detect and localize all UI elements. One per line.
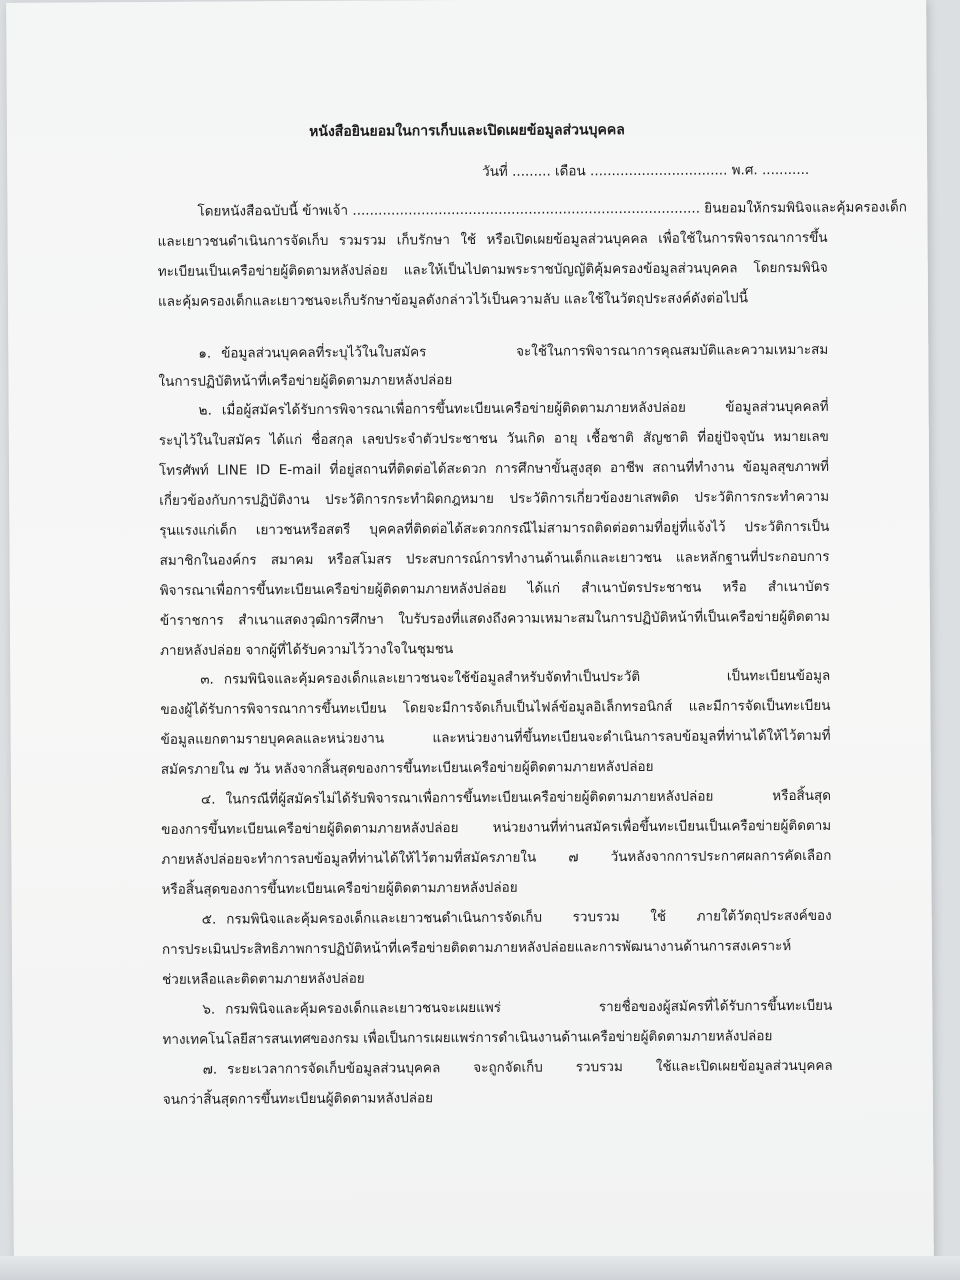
intro-line: โดยหนังสือฉบับนี้ ข้าพเจ้า ................................................................................. ยินยอมให้กรมพินิจและคุ้มครองเด็ก (197, 199, 907, 220)
clause-5-line: ๕. กรมพินิจและคุ้มครองเด็กและเยาวชนดำเนินการจัดเก็บ รวบรวม ใช้ ภายใต้วัตถุประสงค์ของ (201, 907, 832, 928)
clause-number: ๑. (198, 345, 212, 362)
clause-4-line: ภายหลังปล่อยจะทำการลบข้อมูลที่ท่านได้ให้ไว้ตามที่สมัครภายใน ๗ วันหลังจากการประกาศผลการคัดเลือก (161, 847, 832, 868)
document-page (6, 0, 934, 1265)
clause-number: ๕. (201, 911, 217, 928)
clause-number: ๓. (200, 671, 214, 688)
clause-number: ๔. (200, 791, 216, 808)
clause-3-line: ข้อมูลแยกตามรายบุคคลและหน่วยงาน และหน่วยงานที่ขึ้นทะเบียนจะดำเนินการลบข้อมูลที่ท่านได้ให้ไว้ตามที่ (160, 727, 831, 748)
table-surface (0, 1256, 960, 1280)
clause-2-line: รุนแรงแก่เด็ก เยาวชนหรือสตรี บุคคลที่ติดต่อได้สะดวกกรณีไม่สามารถติดต่อตามที่อยู่ที่แจ้งไว้ ประวัติการเป็น (159, 518, 830, 539)
clause-2-line: พิจารณาเพื่อการขึ้นทะเบียนเครือข่ายผู้ติดตามภายหลังปล่อย ได้แก่ สำเนาบัตรประชาชน หรือ สำเนาบัตร (159, 578, 830, 599)
clause-2-line: เกี่ยวข้องกับการปฏิบัติงาน ประวัติการกระทำผิดกฎหมาย ประวัติการเกี่ยวข้องยาเสพติด ประวัติการกระทำความ (159, 488, 830, 509)
clause-2-line: โทรศัพท์ LINE ID E-mail ที่อยู่สถานที่ติดต่อได้สะดวก การศึกษาขั้นสูงสุด อาชีพ สถานที่ทำงาน ข้อมูลสุขภาพที่ (158, 458, 830, 479)
intro-line: และเยาวชนดำเนินการจัดเก็บ รวมรวม เก็บรักษา ใช้ หรือเปิดเผยข้อมูลส่วนบุคคล เพื่อใช้ในการพิจารณาการขึ้น (157, 229, 828, 250)
clause-number: ๖. (202, 1001, 216, 1018)
clause-number: ๗. (202, 1061, 218, 1078)
clause-5-line: การประเมินประสิทธิภาพการปฏิบัติหน้าที่เครือข่ายติดตามภายหลังปล่อยและการพัฒนางานด้านการสงเคราะห์ (161, 938, 792, 958)
clause-6-line: ๖. กรมพินิจและคุ้มครองเด็กและเยาวชนจะเผยแพร่ รายชื่อของผู้สมัครที่ได้รับการขึ้นทะเบียน (202, 997, 833, 1018)
clause-number: ๒. (198, 402, 212, 419)
clause-3-line: ของผู้ได้รับการพิจารณาการขึ้นทะเบียน โดยจะมีการจัดเก็บเป็นไฟล์ข้อมูลอิเล็กทรอนิกส์ และมีการจัดเป็นทะเบียน (160, 697, 831, 718)
document-title: หนังสือยินยอมในการเก็บและเปิดเผยข้อมูลส่วนบุคคล (309, 122, 625, 140)
clause-7-line: ๗. ระยะเวลาการจัดเก็บข้อมูลส่วนบุคคล จะถูกจัดเก็บ รวบรวม ใช้และเปิดเผยข้อมูลส่วนบุคคล (202, 1057, 833, 1078)
clause-2-line: ๒. เมื่อผู้สมัครได้รับการพิจารณาเพื่อการขึ้นทะเบียนเครือข่ายผู้ติดตามภายหลังปล่อย ข้อมูลส่วนบุคคลที่ (198, 398, 829, 419)
clause-5-line: ช่วยเหลือและติดตามภายหลังปล่อย (162, 970, 365, 988)
clause-6-line: ทางเทคโนโลยีสารสนเทศของกรม เพื่อเป็นการเผยแพร่การดำเนินงานด้านเครือข่ายผู้ติดตามภายหลังปล่อย (162, 1028, 773, 1048)
clause-2-line: ภายหลังปล่อย จากผู้ที่ได้รับความไว้วางใจในชุมชน (160, 641, 454, 659)
intro-line: และคุ้มครองเด็กและเยาวชนจะเก็บรักษาข้อมูลดังกล่าวไว้เป็นความลับ และใช้ในวัตถุประสงค์ดังต่อไปนี้ (157, 290, 749, 310)
clause-4-line: หรือสิ้นสุดของการขึ้นทะเบียนเครือข่ายผู้ติดตามภายหลังปล่อย (161, 879, 518, 898)
clause-4-line: ของการขึ้นทะเบียนเครือข่ายผู้ติดตามภายหลังปล่อย หน่วยงานที่ท่านสมัครเพื่อขึ้นทะเบียนเป็นเครือข่ายผู้ติดตาม (161, 817, 832, 838)
clause-4-line: ๔. ในกรณีที่ผู้สมัครไม่ได้รับพิจารณาเพื่อการขึ้นทะเบียนเครือข่ายผู้ติดตามภายหลังปล่อย หรือสิ้นสุด (200, 787, 832, 808)
clause-2-line: สมาชิกในองค์กร สมาคม หรือสโมสร ประสบการณ์การทำงานด้านเด็กและเยาวชน และหลักฐานที่ประกอบการ (159, 548, 830, 569)
clause-7-line: จนกว่าสิ้นสุดการขึ้นทะเบียนผู้ติดตามหลังปล่อย (162, 1090, 434, 1108)
intro-line: ทะเบียนเป็นเครือข่ายผู้ติดตามหลังปล่อย และให้เป็นไปตามพระราชบัญญัติคุ้มครองข้อมูลส่วนบุคคล โดยกรมพินิจ (157, 259, 828, 280)
clause-1-line: ๑. ข้อมูลส่วนบุคคลที่ระบุไว้ในใบสมัคร จะใช้ในการพิจารณาการคุณสมบัติและความเหมาะสม (198, 341, 829, 362)
clause-2-line: ระบุไว้ในใบสมัคร ได้แก่ ชื่อสกุล เลขประจำตัวประชาชน วันเกิด อายุ เชื้อชาติ สัญชาติ ที่อยู่ปัจจุบัน หมายเลข (158, 428, 829, 449)
clause-2-line: ข้าราชการ สำเนาแสดงวุฒิการศึกษา ใบรับรองที่แสดงถึงความเหมาะสมในการปฏิบัติหน้าที่เป็นเครือข่ายผู้ติดตาม (159, 608, 830, 629)
clause-3-line: สมัครภายใน ๗ วัน หลังจากสิ้นสุดของการขึ้นทะเบียนเครือข่ายผู้ติดตามภายหลังปล่อย (160, 758, 654, 778)
clause-1-line: ในการปฏิบัติหน้าที่เครือข่ายผู้ติดตามภายหลังปล่อย (158, 372, 453, 390)
date-line: วันที่ ......... เดือน ................................ พ.ศ. ........... (482, 161, 810, 180)
clause-3-line: ๓. กรมพินิจและคุ้มครองเด็กและเยาวชนจะใช้ข้อมูลสำหรับจัดทำเป็นประวัติ เป็นทะเบียนข้อมูล (200, 667, 831, 688)
